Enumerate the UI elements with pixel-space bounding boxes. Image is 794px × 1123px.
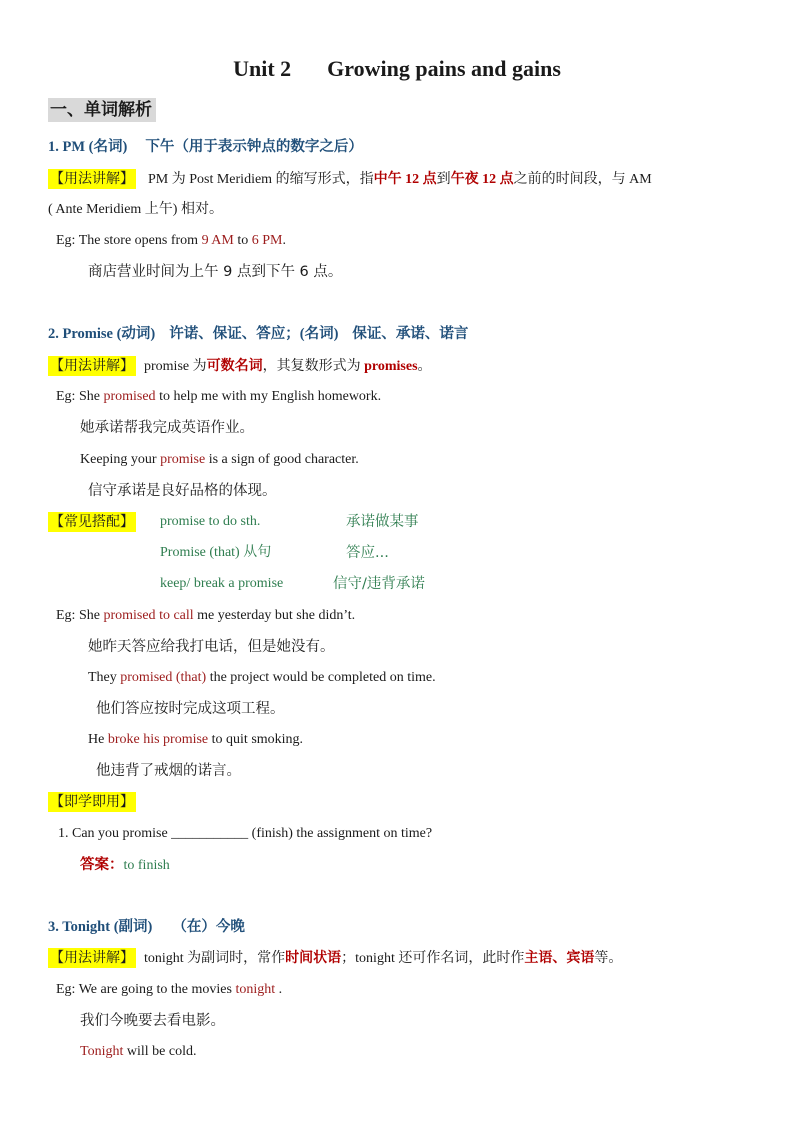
practice-question-1: 1. Can you promise ___________ (finish) the assignment on time? [58,826,433,841]
entry-promise-example-3 [56,606,355,626]
collocation-2-zh: 答应... [346,545,389,561]
entry-promise-meaning-noun: 保证、承诺、诺言 [352,326,469,342]
eg-text: will be cold. [123,1044,197,1059]
eg-text: me yesterday but she didn’t. [193,608,356,623]
entry-promise-example-5-zh: 他违背了戒烟的诺言。 [96,763,241,779]
entry-promise-example-4-zh: 他们答应按时完成这项工程。 [96,701,285,717]
eg-text: to quit smoking. [208,732,304,747]
entry-pm-usage [48,169,652,190]
usage-tag: 【用法讲解】 [50,950,134,966]
eg-label: Eg: [56,608,76,623]
eg-text: She [78,608,104,623]
entry-promise-usage [48,356,432,377]
unit-name: Growing pains and gains [327,56,561,81]
entry-pm-heading [48,137,363,157]
entry-promise-meaning-verb: 许诺、保证、答应； [169,326,300,342]
collocation-tag-row [48,512,136,533]
practice-tag-row [48,792,136,813]
entry-tonight-meaning: （在）今晚 [172,919,245,935]
eg-highlight: promise [163,732,209,747]
eg-text: The store opens from [78,233,202,248]
usage-highlight: 可数名词 [206,359,263,374]
eg-text: is a sign of good character. [205,452,359,467]
eg-highlight: tonight [235,982,276,997]
answer-text: to finish [123,858,170,873]
answer-label: 答案： [80,857,124,873]
eg-text: . [282,233,286,248]
eg-highlight: broke his [107,732,160,747]
practice-tag: 【即学即用】 [50,794,134,810]
usage-text: ；tonight 还可作名词，此时作 [341,951,525,966]
entry-tonight-example-1 [56,980,282,1000]
practice-answer-1 [80,855,170,876]
entry-promise-example-3-zh: 她昨天答应给我打电话，但是她没有。 [88,639,335,655]
eg-highlight: promised [120,670,173,685]
eg-text: . [275,982,283,997]
eg-highlight: 9 AM [201,233,234,248]
usage-text: 。 [417,359,432,374]
collocation-tag: 【常见搭配】 [50,514,134,530]
eg-text: Keeping your [80,452,161,467]
usage-text: 等。 [594,951,623,966]
entry-promise-example-5 [88,730,303,750]
usage-text: 之前的时间段，与 AM [513,172,652,187]
entry-tonight-example-2 [80,1042,196,1062]
collocation-3-en: keep/ break a promise [160,576,284,591]
eg-text: We are going to the movies [78,982,236,997]
entry-tonight-example-1-zh: 我们今晚要去看电影。 [80,1013,225,1029]
eg-text: They [88,670,121,685]
entry-promise-example-2 [80,450,359,470]
eg-highlight: (that) [175,670,207,685]
usage-text: tonight 为副词时，常作 [144,951,286,966]
section-heading: 一、单词解析 [48,98,156,122]
entry-promise-heading [48,324,468,344]
eg-highlight: 6 PM [251,233,283,248]
collocation-3-zh: 信守/违背承诺 [333,576,425,592]
usage-highlight: 时间状语 [285,951,342,966]
collocation-1-en: promise to do sth. [160,514,261,529]
eg-highlight: promised [103,608,156,623]
usage-text: promise 为 [144,359,207,374]
entry-tonight-usage [48,948,622,969]
entry-pm-word: 1. PM (名词) [48,139,128,155]
entry-promise-word: 2. Promise (动词) [48,326,156,342]
collocation-1-zh: 承诺做某事 [346,514,419,530]
eg-highlight: to call [159,608,194,623]
entry-tonight-word: 3. Tonight (副词) [48,919,153,935]
entry-pm-usage-cont: ( Ante Meridiem 上午) 相对。 [48,202,223,217]
entry-pm-example-zh: 商店营业时间为上午 9 点到下午 6 点。 [88,264,343,280]
usage-tag: 【用法讲解】 [50,358,134,374]
eg-text: She [78,389,104,404]
entry-pm-meaning: 下午（用于表示钟点的数字之后） [145,139,363,155]
entry-pm-example [56,231,286,251]
entry-promise-example-2-zh: 信守承诺是良好品格的体现。 [88,483,277,499]
usage-highlight: promises [364,359,418,374]
entry-promise-example-4 [88,668,436,688]
entry-promise-example-1 [56,387,381,407]
eg-highlight: promised [103,389,156,404]
usage-highlight: 午夜 12 点 [450,172,514,187]
entry-promise-pos-noun: (名词) [299,326,339,342]
collocation-2-en: Promise (that) 从句 [160,545,272,560]
eg-label: Eg: [56,233,76,248]
page-title [0,56,794,82]
eg-text: the project would be completed on time. [206,670,436,685]
eg-label: Eg: [56,982,76,997]
entry-tonight-heading [48,917,245,937]
eg-label: Eg: [56,389,76,404]
entry-promise-example-1-zh: 她承诺帮我完成英语作业。 [80,420,254,436]
eg-text: to help me with my English homework. [155,389,382,404]
eg-text: to [233,233,252,248]
usage-highlight: 主语 [524,951,553,966]
usage-text: 到 [436,172,451,187]
unit-number: Unit 2 [233,56,292,81]
usage-highlight: 、 [552,951,567,966]
usage-tag: 【用法讲解】 [50,171,134,187]
eg-text: He [88,732,108,747]
usage-text: ，其复数形式为 [262,359,365,374]
eg-highlight: Tonight [80,1044,124,1059]
usage-highlight: 宾语 [566,951,595,966]
usage-text: PM 为 Post Meridiem 的缩写形式，指 [148,172,374,187]
eg-highlight: promise [160,452,206,467]
usage-highlight: 中午 12 点 [373,172,437,187]
